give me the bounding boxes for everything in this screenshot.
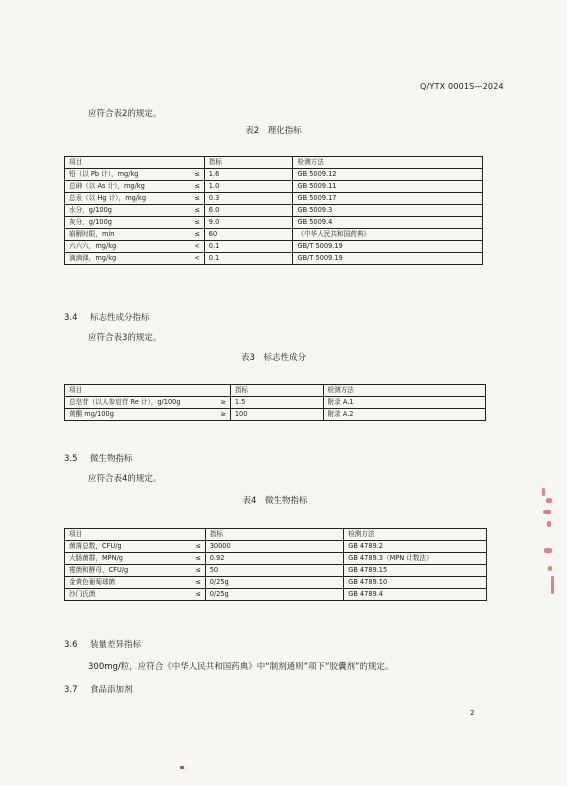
cell-method: GB 5009.17 bbox=[293, 193, 483, 205]
cell-item: 六六六，mg/kg bbox=[65, 241, 186, 253]
table-row bbox=[65, 253, 483, 265]
table-row bbox=[65, 397, 486, 409]
table-row bbox=[65, 193, 483, 205]
table-row bbox=[65, 229, 483, 241]
table-row bbox=[65, 589, 487, 601]
table-row bbox=[65, 409, 486, 421]
section-title: 装量差异指标 bbox=[90, 640, 142, 650]
section-number: 3.4 bbox=[64, 313, 78, 323]
cell-value: 30000 bbox=[205, 541, 343, 553]
cell-method: GB 4789.4 bbox=[344, 589, 487, 601]
cell-symbol: < bbox=[185, 241, 204, 253]
cell-value: 1.5 bbox=[230, 397, 323, 409]
cell-symbol: ≤ bbox=[186, 577, 205, 589]
section-3-5-text: 应符合表4的规定。 bbox=[88, 474, 162, 484]
table-row bbox=[65, 241, 483, 253]
table2-caption: 表2 理化指标 bbox=[245, 126, 302, 136]
cell-value: 0.3 bbox=[204, 193, 293, 205]
cell-symbol: ≤ bbox=[185, 229, 204, 241]
cell-item: 灰分，g/100g bbox=[65, 217, 186, 229]
table4-header-method: 检测方法 bbox=[344, 529, 487, 541]
cell-symbol: ≤ bbox=[185, 205, 204, 217]
table-row bbox=[65, 181, 483, 193]
cell-symbol: ≤ bbox=[186, 541, 205, 553]
table2-header-method: 检测方法 bbox=[293, 157, 483, 169]
cell-symbol: ≤ bbox=[186, 589, 205, 601]
table-row bbox=[65, 169, 483, 181]
cell-item: 大肠菌群，MPN/g bbox=[65, 553, 187, 565]
table3-caption: 表3 标志性成分 bbox=[241, 353, 306, 363]
cell-method: GB 4789.3（MPN 计数法） bbox=[344, 553, 487, 565]
section-number: 3.5 bbox=[64, 454, 78, 464]
cell-value: 6.0 bbox=[204, 205, 293, 217]
cell-item: 金黄色葡萄球菌 bbox=[65, 577, 187, 589]
standard-code: Q/YTX 0001S—2024 bbox=[420, 82, 504, 91]
cell-item: 总砷（以 As 计），mg/kg bbox=[65, 181, 186, 193]
table-row bbox=[65, 205, 483, 217]
table-row bbox=[65, 541, 487, 553]
cell-method: GB 5009.11 bbox=[293, 181, 483, 193]
cell-symbol: < bbox=[185, 253, 204, 265]
table3-header-value: 指标 bbox=[230, 385, 323, 397]
table3-header-method: 检测方法 bbox=[323, 385, 485, 397]
cell-value: 100 bbox=[230, 409, 323, 421]
cell-item: 菌落总数，CFU/g bbox=[65, 541, 187, 553]
cell-method: GB 4789.2 bbox=[344, 541, 487, 553]
cell-method: GB 5009.12 bbox=[293, 169, 483, 181]
table2-header-item: 项目 bbox=[65, 157, 205, 169]
cell-symbol: ≤ bbox=[185, 169, 204, 181]
cell-symbol: ≤ bbox=[185, 193, 204, 205]
cell-item: 总汞（以 Hg 计），mg/kg bbox=[65, 193, 186, 205]
table4 bbox=[64, 528, 487, 601]
cell-item: 黄酮 mg/100g bbox=[65, 409, 212, 421]
cell-value: 1.0 bbox=[204, 181, 293, 193]
cell-item: 总皂苷（以人参皂苷 Re 计），g/100g bbox=[65, 397, 212, 409]
cell-item: 崩解时限，min bbox=[65, 229, 186, 241]
table2-header-value: 指标 bbox=[204, 157, 293, 169]
table4-caption: 表4 微生物指标 bbox=[242, 496, 308, 506]
cell-symbol: ≤ bbox=[185, 181, 204, 193]
section-3-4-heading bbox=[64, 311, 150, 323]
cell-method: GB 5009.4 bbox=[293, 217, 483, 229]
cell-value: 60 bbox=[204, 229, 293, 241]
cell-method: GB 4789.10 bbox=[344, 577, 487, 589]
table3-header-item: 项目 bbox=[65, 385, 231, 397]
cell-value: 0/25g bbox=[205, 589, 343, 601]
cell-value: 50 bbox=[205, 565, 343, 577]
table3 bbox=[64, 384, 486, 421]
section-title: 微生物指标 bbox=[90, 454, 133, 464]
cell-item: 霉菌和酵母，CFU/g bbox=[65, 565, 187, 577]
section-number: 3.7 bbox=[64, 685, 78, 695]
intro-text: 应符合表2的规定。 bbox=[88, 109, 162, 119]
section-title: 食品添加剂 bbox=[90, 685, 133, 695]
cell-item: 铅（以 Pb 计），mg/kg bbox=[65, 169, 186, 181]
section-3-7-heading bbox=[64, 683, 133, 695]
section-number: 3.6 bbox=[64, 640, 78, 650]
cell-item: 沙门氏菌 bbox=[65, 589, 187, 601]
seal-stamp-fragment bbox=[538, 488, 558, 598]
section-3-6-text: 300mg/粒，应符合《中华人民共和国药典》中“制剂通则”项下“胶囊剂”的规定。 bbox=[88, 662, 394, 672]
cell-value: 0.92 bbox=[205, 553, 343, 565]
cell-value: 0.1 bbox=[204, 253, 293, 265]
cell-symbol: ≥ bbox=[211, 397, 230, 409]
cell-method: GB/T 5009.19 bbox=[293, 253, 483, 265]
table2 bbox=[64, 156, 483, 265]
cell-symbol: ≥ bbox=[211, 409, 230, 421]
table4-header-value: 指标 bbox=[205, 529, 343, 541]
cell-method: GB 5009.3 bbox=[293, 205, 483, 217]
table4-header-item: 项目 bbox=[65, 529, 206, 541]
cell-symbol: ≤ bbox=[186, 553, 205, 565]
section-3-5-heading bbox=[64, 452, 133, 464]
page-number: 2 bbox=[470, 709, 475, 717]
cell-method: 《中华人民共和国药典》 bbox=[293, 229, 483, 241]
table-row bbox=[65, 553, 487, 565]
table-row bbox=[65, 565, 487, 577]
table-row bbox=[65, 217, 483, 229]
section-3-4-text: 应符合表3的规定。 bbox=[88, 333, 162, 343]
cell-symbol: ≤ bbox=[186, 565, 205, 577]
cell-item: 水分，g/100g bbox=[65, 205, 186, 217]
ink-mark bbox=[180, 766, 184, 769]
cell-method: 附录 A.2 bbox=[323, 409, 485, 421]
cell-item: 滴滴涕，mg/kg bbox=[65, 253, 186, 265]
cell-value: 9.0 bbox=[204, 217, 293, 229]
cell-value: 0/25g bbox=[205, 577, 343, 589]
cell-method: 附录 A.1 bbox=[323, 397, 485, 409]
cell-symbol: ≤ bbox=[185, 217, 204, 229]
section-title: 标志性成分指标 bbox=[90, 313, 150, 323]
table-row bbox=[65, 577, 487, 589]
cell-value: 0.1 bbox=[204, 241, 293, 253]
cell-value: 1.6 bbox=[204, 169, 293, 181]
section-3-6-heading bbox=[64, 638, 141, 650]
cell-method: GB 4789.15 bbox=[344, 565, 487, 577]
cell-method: GB/T 5009.19 bbox=[293, 241, 483, 253]
